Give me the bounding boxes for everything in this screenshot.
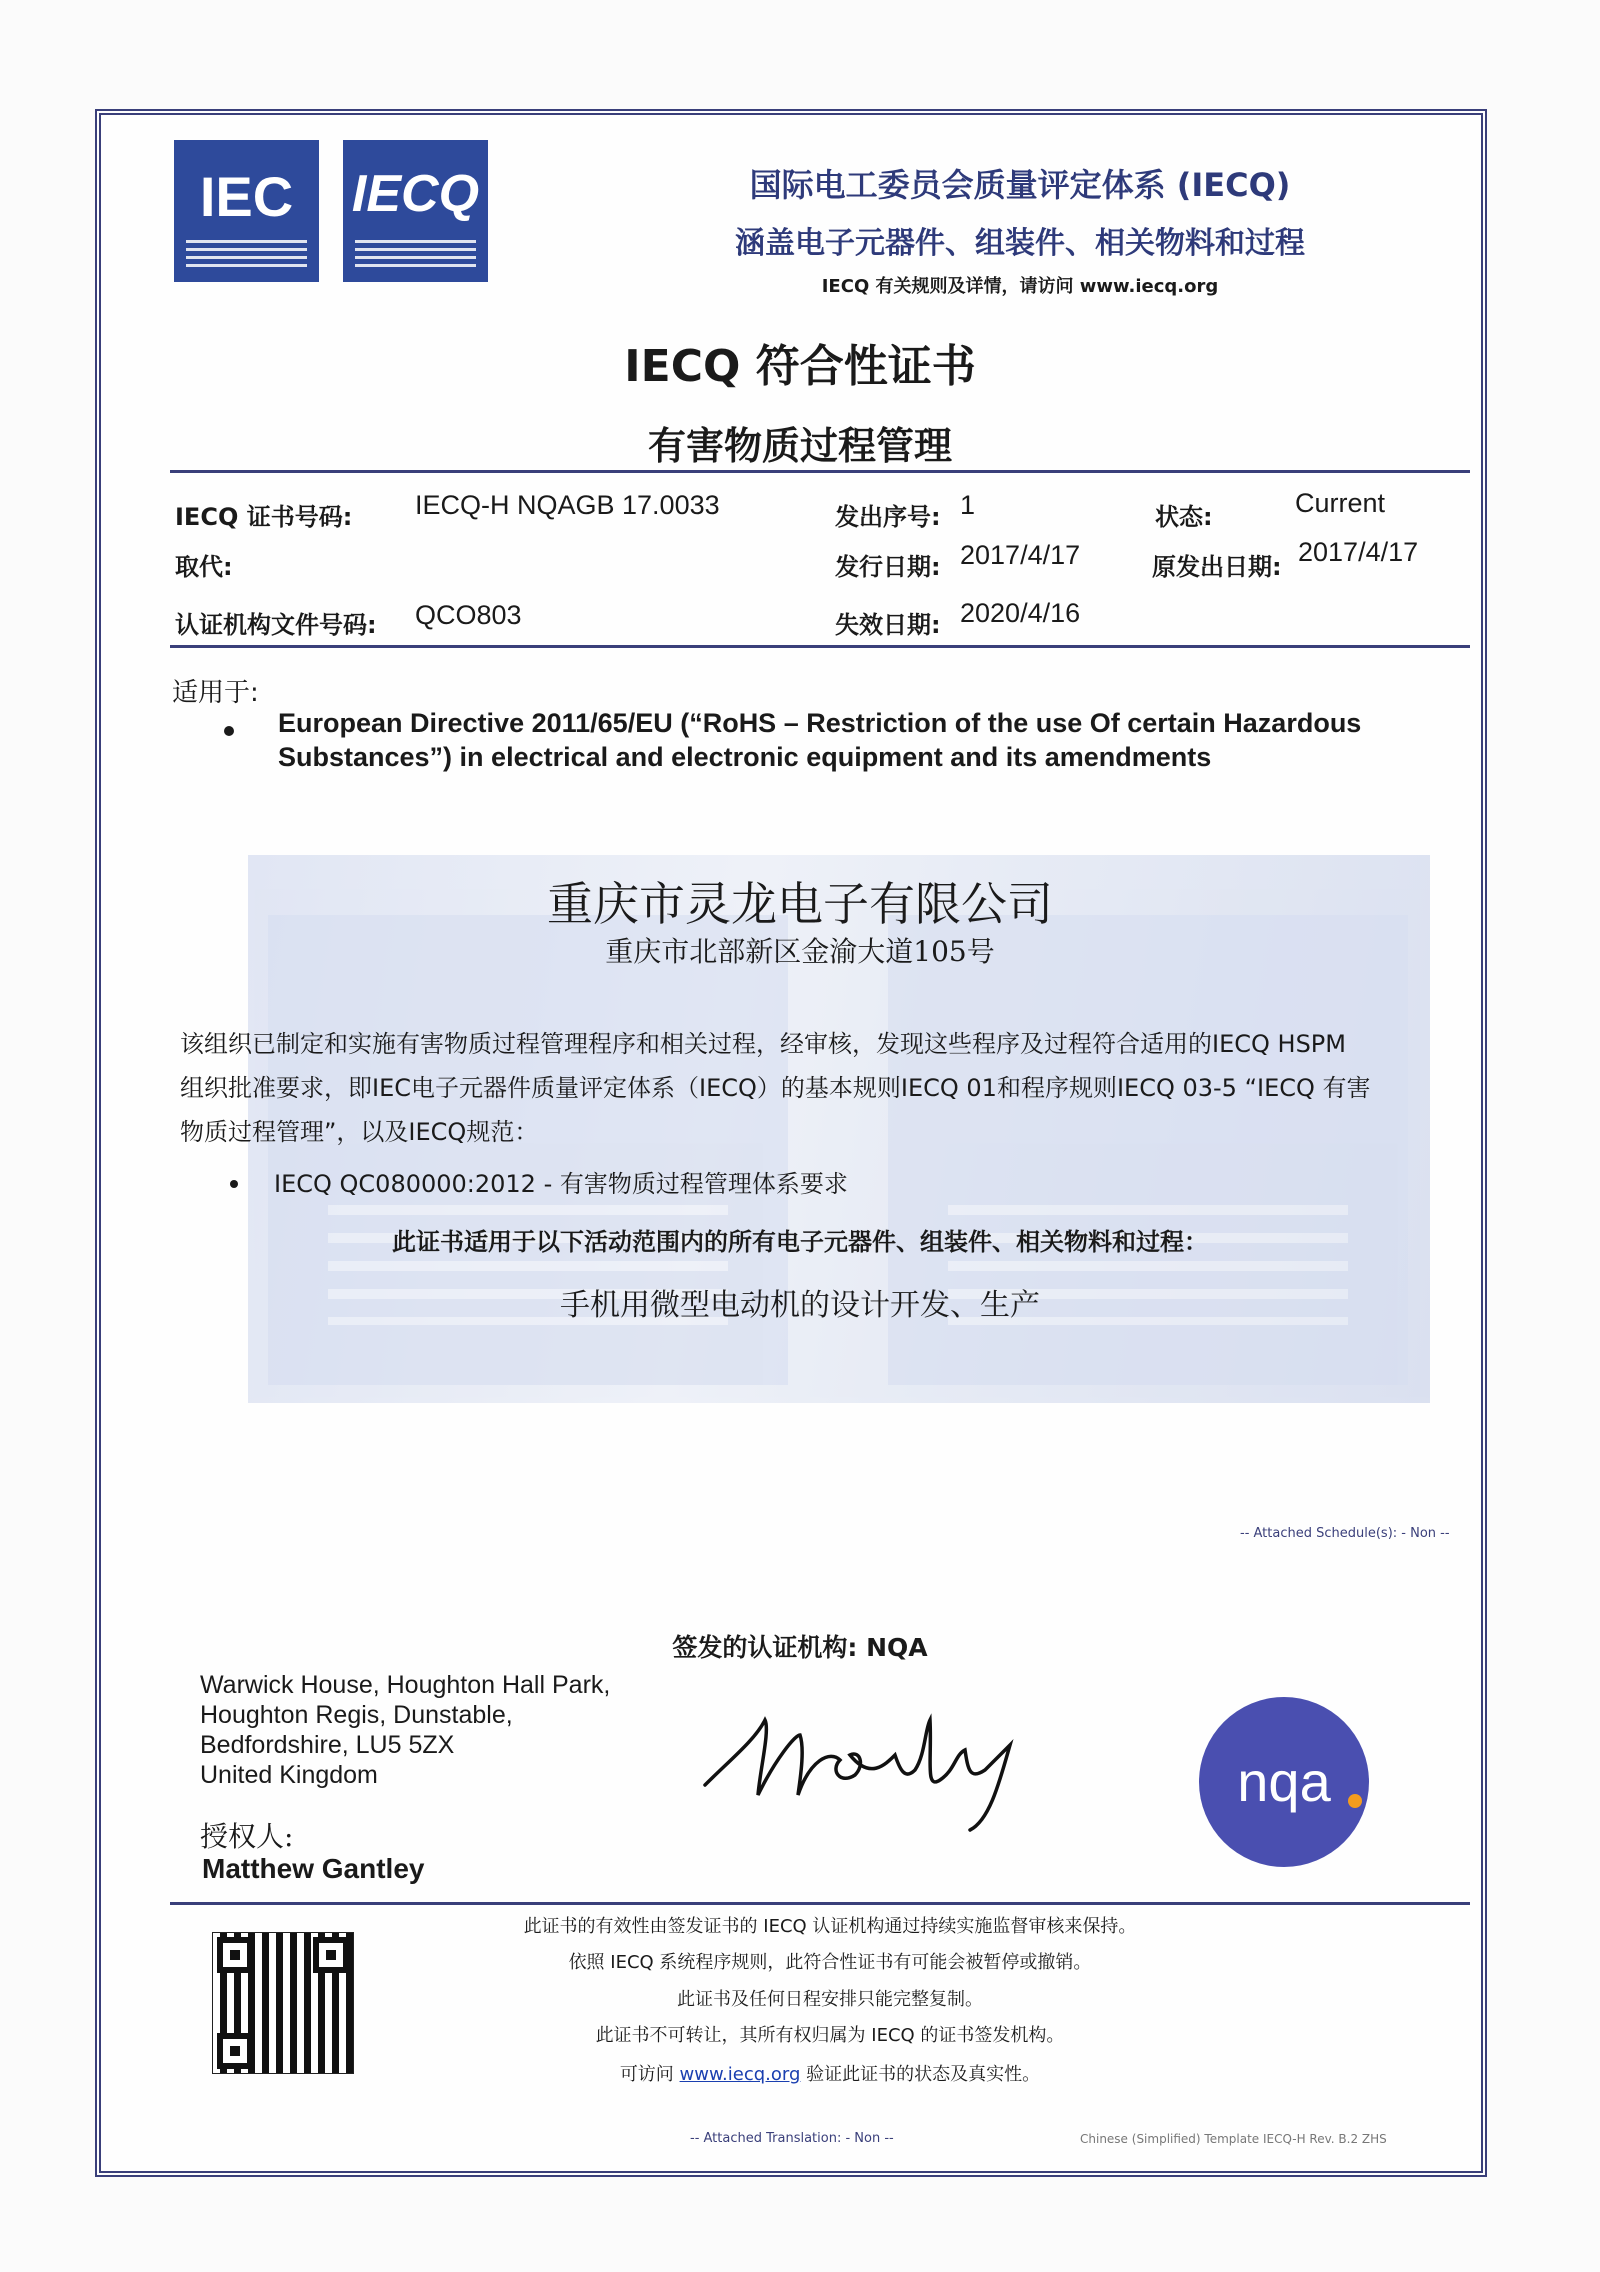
- footer-line-1: 此证书的有效性由签发证书的 IECQ 认证机构通过持续实施监督审核来保持。: [523, 1916, 1137, 1937]
- header-line-1: 国际电工委员会质量评定体系 (IECQ): [749, 166, 1291, 204]
- status-value: Current: [1295, 488, 1386, 518]
- issue-date-value: 2017/4/17: [960, 540, 1081, 570]
- company-name: 重庆市灵龙电子有限公司: [547, 877, 1053, 931]
- scope-intro: 此证书适用于以下活动范围内的所有电子元器件、组装件、相关物料和过程：: [392, 1228, 1208, 1256]
- certificate-subtitle: 有害物质过程管理: [647, 424, 952, 468]
- certificate-title: IECQ 符合性证书: [624, 341, 976, 392]
- footer-verify: [380, 2060, 1280, 2086]
- iec-logo: IEC: [174, 140, 319, 282]
- bullet: [230, 1180, 238, 1188]
- cert-no-label: IECQ 证书号码:: [175, 503, 353, 531]
- header-line-2: 涵盖电子元器件、组装件、相关物料和过程: [735, 226, 1305, 261]
- signature: [700, 1700, 1100, 1840]
- verify-link[interactable]: www.iecq.org: [679, 2064, 801, 2085]
- issue-date-label: 发行日期:: [835, 553, 941, 581]
- cert-no-value: IECQ-H NQAGB 17.0033: [415, 490, 720, 520]
- company-address: 重庆市北部新区金渝大道105号: [605, 935, 995, 968]
- doc-no-label: 认证机构文件号码:: [175, 611, 377, 639]
- qr-code: [212, 1932, 354, 2074]
- authorised-label: 授权人:: [200, 1820, 294, 1853]
- divider-footer: [170, 1902, 1470, 1905]
- footer-line-3: 此证书及任何日程安排只能完整复制。: [677, 1989, 983, 2010]
- issue-seq-value: 1: [960, 490, 976, 520]
- statement-line-2: 组织批准要求，即IEC电子元器件质量评定体系（IECQ）的基本规则IECQ 01和程序规则IECQ 03-5 “IECQ 有害: [180, 1074, 1371, 1102]
- template-note: Chinese (Simplified) Template IECQ-H Rev. B.2 ZHS: [1080, 2132, 1387, 2146]
- replaces-label: 取代:: [175, 553, 233, 581]
- expiry-label: 失效日期:: [835, 611, 941, 639]
- authorised-name: Matthew Gantley: [202, 1853, 425, 1884]
- address-line: Bedfordshire, LU5 5ZX: [200, 1731, 455, 1759]
- status-label: 状态:: [1155, 503, 1213, 531]
- orig-date-label: 原发出日期:: [1152, 553, 1282, 581]
- issuer-label: 签发的认证机构: NQA: [672, 1633, 928, 1662]
- divider-top: [170, 470, 1470, 473]
- issuer-address: [200, 1670, 610, 1790]
- footer-line-2: 依照 IECQ 系统程序规则，此符合性证书有可能会被暂停或撤销。: [568, 1952, 1092, 1973]
- expiry-value: 2020/4/16: [960, 598, 1081, 628]
- iecq-logo: IECQ: [343, 140, 488, 282]
- nqa-logo-dot: [1348, 1794, 1362, 1808]
- schedule-note: -- Attached Schedule(s): - Non --: [1240, 1526, 1450, 1541]
- scope-text: 手机用微型电动机的设计开发、生产: [560, 1288, 1040, 1323]
- address-line: Warwick House, Houghton Hall Park,: [200, 1671, 611, 1699]
- address-line: United Kingdom: [200, 1761, 378, 1789]
- verify-suffix: 验证此证书的状态及真实性。: [800, 2064, 1041, 2085]
- nqa-logo: nqa: [1199, 1697, 1369, 1867]
- bullet: [224, 726, 234, 736]
- translation-note: -- Attached Translation: - Non --: [690, 2131, 894, 2146]
- standard-item: IECQ QC080000:2012 - 有害物质过程管理体系要求: [274, 1170, 848, 1198]
- divider-fields: [170, 645, 1470, 648]
- applies-item-line-1: European Directive 2011/65/EU (“RoHS – Restriction of the use Of certain Hazardous: [278, 708, 1362, 738]
- footer-line-4: 此证书不可转让，其所有权归属为 IECQ 的证书签发机构。: [595, 2025, 1065, 2046]
- statement-line-3: 物质过程管理”，以及IECQ规范：: [180, 1118, 539, 1146]
- header-line-3: IECQ 有关规则及详情，请访问 www.iecq.org: [821, 276, 1219, 297]
- doc-no-value: QCO803: [415, 600, 522, 630]
- address-line: Houghton Regis, Dunstable,: [200, 1701, 513, 1729]
- orig-date-value: 2017/4/17: [1298, 537, 1419, 567]
- applies-item-line-2: Substances”) in electrical and electronic equipment and its amendments: [278, 742, 1212, 772]
- issue-seq-label: 发出序号:: [835, 503, 941, 531]
- verify-prefix: 可访问: [619, 2064, 680, 2085]
- statement-line-1: 该组织已制定和实施有害物质过程管理程序和相关过程，经审核，发现这些程序及过程符合适用的IECQ HSPM: [180, 1030, 1346, 1058]
- applies-label: 适用于:: [172, 678, 259, 708]
